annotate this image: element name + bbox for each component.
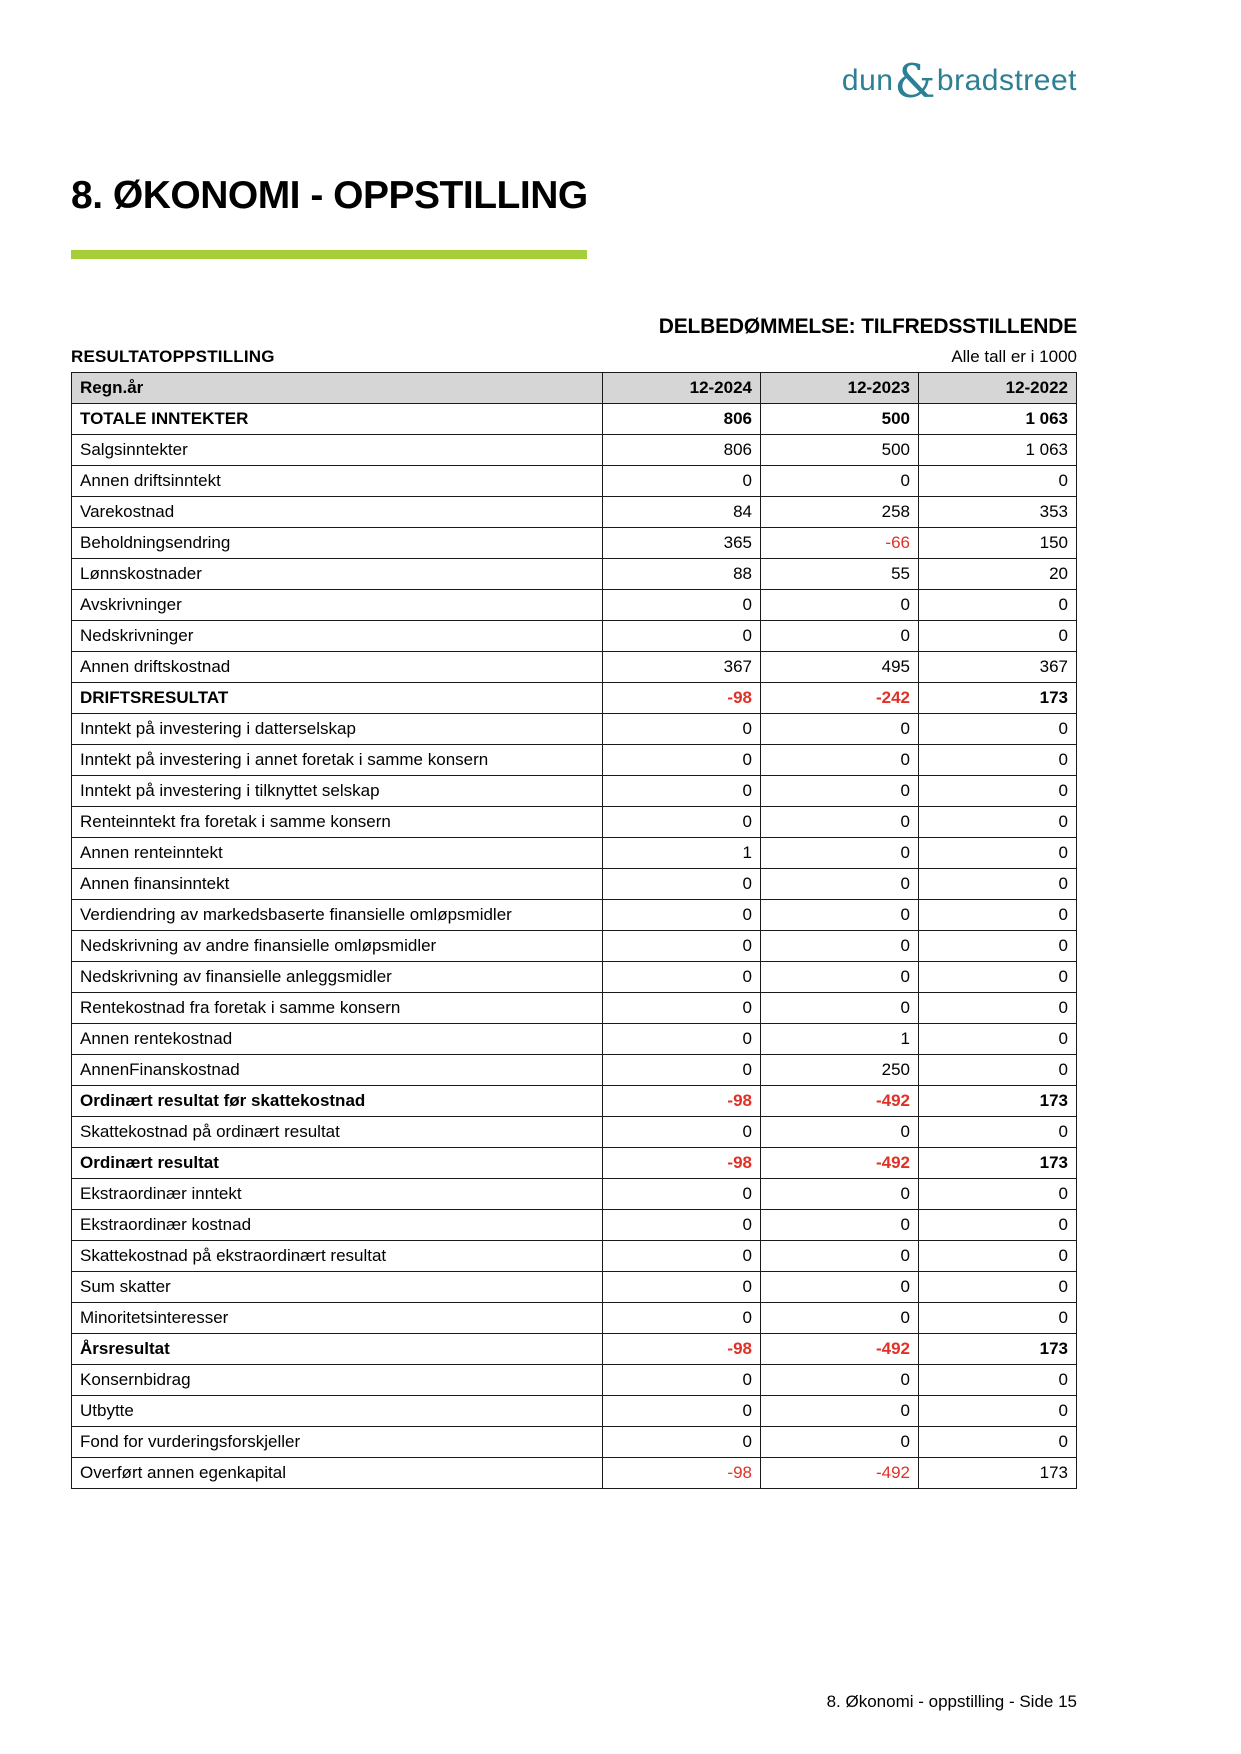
row-value: 0: [919, 838, 1077, 869]
row-value: 0: [919, 1365, 1077, 1396]
row-value: 173: [919, 1086, 1077, 1117]
row-value: -66: [761, 528, 919, 559]
table-row: [72, 497, 1077, 528]
row-value: 88: [603, 559, 761, 590]
table-row: [72, 559, 1077, 590]
row-value: 0: [761, 900, 919, 931]
column-header-label: Regn.år: [72, 373, 603, 404]
row-value: 258: [761, 497, 919, 528]
table-row: [72, 1427, 1077, 1458]
row-value: -492: [761, 1086, 919, 1117]
page-title: 8. ØKONOMI - OPPSTILLING: [71, 174, 588, 217]
row-value: 0: [919, 776, 1077, 807]
row-value: 367: [919, 652, 1077, 683]
table-row: [72, 1272, 1077, 1303]
row-label: Konsernbidrag: [72, 1365, 603, 1396]
table-row: [72, 590, 1077, 621]
row-value: -492: [761, 1458, 919, 1489]
row-value: 0: [761, 776, 919, 807]
row-value: 0: [919, 1396, 1077, 1427]
row-label: Varekostnad: [72, 497, 603, 528]
row-value: 1 063: [919, 404, 1077, 435]
row-value: 0: [761, 1210, 919, 1241]
income-statement-table: [71, 372, 1077, 1489]
row-value: 0: [603, 466, 761, 497]
row-label: Avskrivninger: [72, 590, 603, 621]
row-value: 0: [603, 1179, 761, 1210]
row-value: 0: [761, 1396, 919, 1427]
table-row: [72, 931, 1077, 962]
row-label: Beholdningsendring: [72, 528, 603, 559]
row-value: 0: [603, 869, 761, 900]
row-label: Annen renteinntekt: [72, 838, 603, 869]
row-value: 0: [603, 1303, 761, 1334]
row-value: 0: [761, 1117, 919, 1148]
row-value: 365: [603, 528, 761, 559]
row-value: 0: [919, 714, 1077, 745]
table-row: [72, 993, 1077, 1024]
row-value: -98: [603, 683, 761, 714]
table-row: [72, 435, 1077, 466]
row-value: 0: [603, 745, 761, 776]
row-value: -492: [761, 1334, 919, 1365]
row-label: Sum skatter: [72, 1272, 603, 1303]
row-label: Skattekostnad på ordinært resultat: [72, 1117, 603, 1148]
row-value: 0: [919, 1179, 1077, 1210]
row-value: -242: [761, 683, 919, 714]
table-row: [72, 528, 1077, 559]
row-value: 0: [919, 900, 1077, 931]
table-row: [72, 1334, 1077, 1365]
row-label: Salgsinntekter: [72, 435, 603, 466]
table-row: [72, 1241, 1077, 1272]
row-value: 173: [919, 683, 1077, 714]
row-value: 0: [603, 900, 761, 931]
row-value: 495: [761, 652, 919, 683]
row-value: 0: [919, 1241, 1077, 1272]
logo-word-bradstreet: bradstreet: [936, 64, 1077, 97]
table-row: [72, 962, 1077, 993]
column-header-12-2024: 12-2024: [603, 373, 761, 404]
row-value: 0: [919, 621, 1077, 652]
table-row: [72, 838, 1077, 869]
row-label: Verdiendring av markedsbaserte finansielle omløpsmidler: [72, 900, 603, 931]
table-row: [72, 404, 1077, 435]
row-label: Ordinært resultat: [72, 1148, 603, 1179]
row-value: 173: [919, 1334, 1077, 1365]
row-value: 0: [761, 1365, 919, 1396]
row-value: 0: [761, 869, 919, 900]
row-value: 0: [919, 1272, 1077, 1303]
row-value: -98: [603, 1334, 761, 1365]
row-value: 0: [919, 807, 1077, 838]
table-row: [72, 1210, 1077, 1241]
row-value: 0: [919, 993, 1077, 1024]
row-value: 806: [603, 435, 761, 466]
row-label: Ekstraordinær inntekt: [72, 1179, 603, 1210]
table-row: [72, 683, 1077, 714]
title-underline-bar: [71, 250, 587, 259]
row-label: Nedskrivninger: [72, 621, 603, 652]
row-value: 0: [603, 807, 761, 838]
row-value: 0: [761, 1179, 919, 1210]
page-footer: 8. Økonomi - oppstilling - Side 15: [826, 1692, 1077, 1711]
column-header-12-2022: 12-2022: [919, 373, 1077, 404]
row-label: Rentekostnad fra foretak i samme konsern: [72, 993, 603, 1024]
row-value: 0: [761, 931, 919, 962]
row-value: 0: [919, 869, 1077, 900]
row-label: Ekstraordinær kostnad: [72, 1210, 603, 1241]
table-row: [72, 466, 1077, 497]
row-value: 0: [919, 1427, 1077, 1458]
row-label: TOTALE INNTEKTER: [72, 404, 603, 435]
table-row: [72, 807, 1077, 838]
row-label: Annen rentekostnad: [72, 1024, 603, 1055]
column-header-12-2023: 12-2023: [761, 373, 919, 404]
table-row: [72, 1396, 1077, 1427]
row-label: Overført annen egenkapital: [72, 1458, 603, 1489]
row-label: Minoritetsinteresser: [72, 1303, 603, 1334]
table-row: [72, 1365, 1077, 1396]
row-label: Annen finansinntekt: [72, 869, 603, 900]
table-row: [72, 1055, 1077, 1086]
row-label: Annen driftsinntekt: [72, 466, 603, 497]
table-meta-row: [71, 347, 1077, 367]
table-header-row: [72, 373, 1077, 404]
row-value: 1: [761, 1024, 919, 1055]
row-value: 0: [603, 1427, 761, 1458]
row-value: 0: [603, 931, 761, 962]
row-label: Ordinært resultat før skattekostnad: [72, 1086, 603, 1117]
row-value: 150: [919, 528, 1077, 559]
row-value: 173: [919, 1458, 1077, 1489]
row-value: 0: [603, 714, 761, 745]
row-value: 0: [761, 838, 919, 869]
row-value: 0: [761, 621, 919, 652]
row-value: 0: [761, 466, 919, 497]
table-row: [72, 900, 1077, 931]
row-value: 0: [603, 1024, 761, 1055]
row-value: 0: [761, 1272, 919, 1303]
assessment-heading: DELBEDØMMELSE: TILFREDSSTILLENDE: [658, 315, 1077, 338]
row-value: 0: [603, 1210, 761, 1241]
row-value: 0: [603, 1396, 761, 1427]
row-value: 0: [919, 1055, 1077, 1086]
row-value: 0: [761, 1241, 919, 1272]
row-value: 0: [919, 590, 1077, 621]
row-value: 55: [761, 559, 919, 590]
row-value: 500: [761, 404, 919, 435]
row-value: 0: [761, 993, 919, 1024]
row-value: 0: [603, 1117, 761, 1148]
row-label: Lønnskostnader: [72, 559, 603, 590]
table-row: [72, 1024, 1077, 1055]
row-value: 20: [919, 559, 1077, 590]
row-value: 806: [603, 404, 761, 435]
row-value: 1: [603, 838, 761, 869]
row-label: Fond for vurderingsforskjeller: [72, 1427, 603, 1458]
row-value: 0: [603, 590, 761, 621]
row-label: Nedskrivning av andre finansielle omløpsmidler: [72, 931, 603, 962]
row-value: 0: [761, 590, 919, 621]
row-value: 0: [761, 714, 919, 745]
row-value: 0: [919, 466, 1077, 497]
row-label: Utbytte: [72, 1396, 603, 1427]
row-value: -492: [761, 1148, 919, 1179]
row-label: Inntekt på investering i tilknyttet selskap: [72, 776, 603, 807]
row-label: Inntekt på investering i datterselskap: [72, 714, 603, 745]
table-row: [72, 1303, 1077, 1334]
row-label: Nedskrivning av finansielle anleggsmidler: [72, 962, 603, 993]
row-label: Inntekt på investering i annet foretak i samme konsern: [72, 745, 603, 776]
row-value: 0: [603, 993, 761, 1024]
table-row: [72, 621, 1077, 652]
row-value: 0: [919, 1024, 1077, 1055]
row-label: Skattekostnad på ekstraordinært resultat: [72, 1241, 603, 1272]
row-value: 173: [919, 1148, 1077, 1179]
row-value: 0: [603, 1272, 761, 1303]
table-row: [72, 714, 1077, 745]
table-row: [72, 745, 1077, 776]
row-value: 0: [919, 1117, 1077, 1148]
table-row: [72, 1148, 1077, 1179]
row-value: -98: [603, 1458, 761, 1489]
table-row: [72, 776, 1077, 807]
logo-word-dun: dun: [841, 64, 894, 97]
row-value: 0: [603, 962, 761, 993]
unit-note: Alle tall er i 1000: [951, 347, 1077, 366]
row-value: 0: [761, 1303, 919, 1334]
table-row: [72, 1086, 1077, 1117]
row-value: 0: [919, 745, 1077, 776]
table-row: [72, 1179, 1077, 1210]
row-value: 0: [919, 1210, 1077, 1241]
row-value: 353: [919, 497, 1077, 528]
row-value: 0: [761, 745, 919, 776]
row-value: 0: [919, 1303, 1077, 1334]
row-value: 0: [603, 776, 761, 807]
row-value: 0: [919, 962, 1077, 993]
row-value: 84: [603, 497, 761, 528]
row-value: 367: [603, 652, 761, 683]
dnb-logo: [71, 54, 1077, 108]
row-label: DRIFTSRESULTAT: [72, 683, 603, 714]
row-label: Annen driftskostnad: [72, 652, 603, 683]
row-value: 0: [603, 1365, 761, 1396]
table-row: [72, 1117, 1077, 1148]
row-value: 0: [761, 807, 919, 838]
row-value: 0: [761, 962, 919, 993]
row-value: 0: [603, 1055, 761, 1086]
row-value: -98: [603, 1086, 761, 1117]
row-value: 0: [603, 621, 761, 652]
row-value: -98: [603, 1148, 761, 1179]
table-row: [72, 1458, 1077, 1489]
row-value: 0: [919, 931, 1077, 962]
ampersand-icon: &: [894, 54, 936, 108]
row-label: Årsresultat: [72, 1334, 603, 1365]
row-value: 1 063: [919, 435, 1077, 466]
table-row: [72, 869, 1077, 900]
row-label: AnnenFinanskostnad: [72, 1055, 603, 1086]
row-value: 0: [761, 1427, 919, 1458]
row-value: 0: [603, 1241, 761, 1272]
table-row: [72, 652, 1077, 683]
section-title: RESULTATOPPSTILLING: [71, 347, 275, 366]
row-value: 250: [761, 1055, 919, 1086]
row-value: 500: [761, 435, 919, 466]
row-label: Renteinntekt fra foretak i samme konsern: [72, 807, 603, 838]
